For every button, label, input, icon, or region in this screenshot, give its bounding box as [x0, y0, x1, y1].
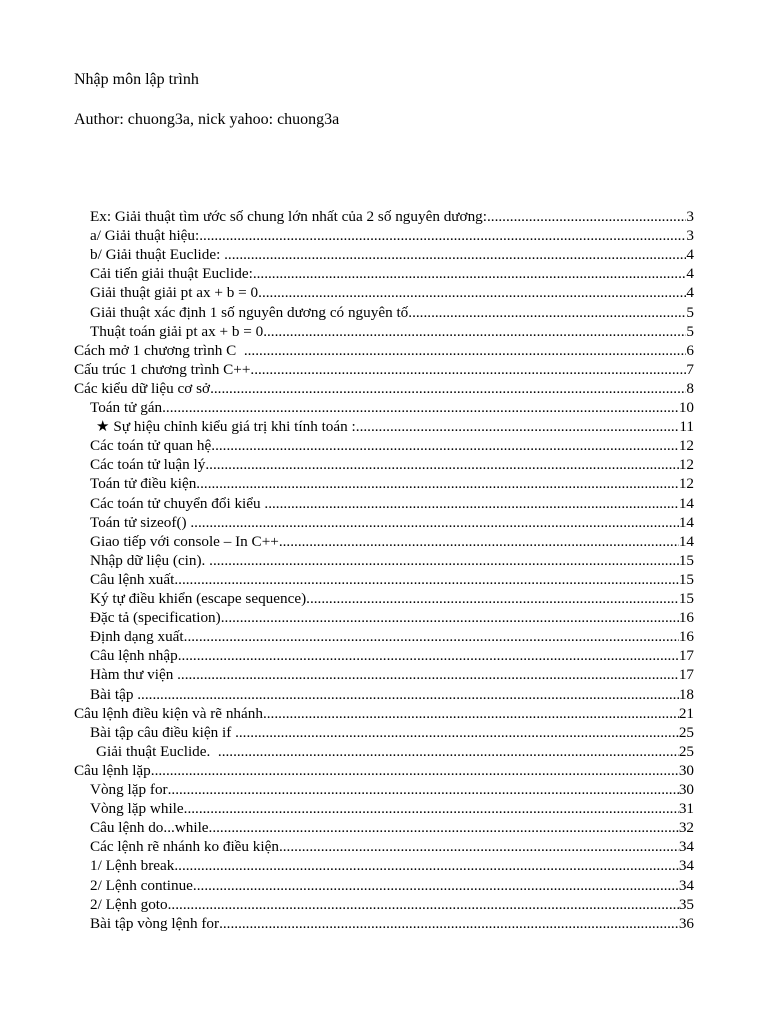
toc-dot-leader — [306, 589, 679, 609]
toc-entry[interactable] — [90, 303, 694, 323]
toc-dot-leader — [209, 818, 679, 838]
toc-entry-page-number: 12 — [678, 456, 694, 474]
document-title: Nhập môn lập trình — [74, 71, 199, 88]
toc-entry[interactable] — [90, 455, 694, 475]
toc-entry[interactable] — [96, 417, 694, 437]
toc-entry-page-number: 17 — [678, 666, 694, 684]
toc-entry[interactable] — [90, 494, 694, 514]
toc-entry-label: 2/ Lệnh continue — [90, 876, 193, 894]
toc-dot-leader — [151, 761, 679, 781]
toc-entry[interactable] — [74, 704, 694, 724]
toc-entry-page-number: 5 — [686, 303, 694, 321]
toc-entry[interactable] — [90, 589, 694, 609]
toc-entry[interactable] — [90, 608, 694, 628]
toc-entry[interactable] — [90, 914, 694, 934]
toc-dot-leader — [184, 627, 679, 647]
toc-entry[interactable] — [90, 837, 694, 857]
toc-entry[interactable] — [90, 799, 694, 819]
toc-entry[interactable] — [90, 723, 694, 743]
toc-dot-leader — [264, 494, 678, 514]
toc-entry-page-number: 35 — [678, 895, 694, 913]
toc-dot-leader — [196, 474, 679, 494]
toc-entry[interactable] — [90, 876, 694, 896]
toc-entry-page-number: 14 — [678, 532, 694, 550]
toc-entry-page-number: 21 — [678, 704, 694, 722]
toc-entry-label: ★ Sự hiệu chỉnh kiểu giá trị khi tính toán : — [96, 418, 356, 436]
toc-entry-page-number: 32 — [678, 819, 694, 837]
toc-entry-page-number: 7 — [686, 360, 694, 378]
toc-dot-leader — [174, 570, 678, 590]
toc-entry-page-number: 25 — [678, 723, 694, 741]
toc-dot-leader — [279, 532, 679, 552]
toc-entry[interactable] — [90, 322, 694, 342]
toc-entry-label: Ex: Giải thuật tìm ước số chung lớn nhất của 2 số nguyên dương: — [90, 208, 487, 225]
toc-dot-leader — [209, 551, 679, 571]
toc-dot-leader — [263, 704, 679, 724]
toc-entry-label: Các toán tử quan hệ — [90, 437, 212, 455]
toc-entry[interactable] — [90, 818, 694, 838]
toc-entry[interactable] — [90, 856, 694, 876]
toc-entry-label: Đặc tả (specification) — [90, 609, 221, 627]
toc-entry-page-number: 30 — [678, 761, 694, 779]
toc-entry-page-number: 4 — [686, 246, 694, 264]
toc-entry[interactable] — [90, 665, 694, 685]
toc-entry-label: Toán tử gán — [90, 399, 163, 416]
toc-entry-label: Các lệnh rẽ nhánh ko điều kiện — [90, 838, 279, 856]
toc-entry-page-number: 4 — [686, 284, 694, 302]
toc-entry[interactable] — [90, 474, 694, 494]
toc-entry[interactable] — [74, 379, 694, 399]
toc-entry[interactable] — [90, 646, 694, 666]
toc-entry-label: Vòng lặp while — [90, 800, 184, 818]
toc-entry[interactable] — [90, 895, 694, 915]
toc-dot-leader — [258, 283, 686, 303]
toc-entry-page-number: 15 — [678, 551, 694, 569]
toc-entry[interactable] — [90, 226, 694, 246]
toc-entry-label: Toán tử sizeof() — [90, 513, 191, 531]
toc-entry-page-number: 30 — [678, 781, 694, 798]
toc-dot-leader — [199, 226, 686, 246]
toc-dot-leader — [174, 856, 678, 876]
toc-entry-page-number: 17 — [678, 647, 694, 665]
toc-entry-page-number: 31 — [678, 800, 694, 818]
toc-entry-label: Ký tự điều khiển (escape sequence) — [90, 590, 307, 607]
toc-entry-label: a/ Giải thuật hiệu: — [90, 227, 200, 245]
toc-entry-label: Giải thuật xác định 1 số nguyên dương có nguyên tố — [90, 303, 409, 321]
toc-dot-leader — [253, 264, 687, 284]
toc-entry[interactable] — [90, 207, 694, 227]
toc-entry-page-number: 6 — [686, 341, 694, 359]
toc-entry[interactable] — [90, 627, 694, 647]
toc-entry-page-number: 3 — [686, 227, 694, 245]
toc-dot-leader — [279, 837, 679, 857]
toc-entry-label: Các toán tử chuyển đổi kiểu — [90, 494, 265, 512]
toc-entry-label: Cách mở 1 chương trình C — [74, 341, 244, 359]
toc-entry-page-number: 15 — [678, 570, 694, 588]
toc-entry[interactable] — [90, 532, 694, 552]
toc-entry-label: Câu lệnh lặp — [74, 761, 151, 779]
toc-dot-leader — [205, 455, 678, 475]
toc-entry[interactable] — [74, 360, 694, 380]
toc-entry[interactable] — [74, 341, 694, 361]
toc-entry-page-number: 36 — [678, 914, 694, 932]
toc-dot-leader — [235, 723, 679, 743]
toc-entry[interactable] — [90, 780, 694, 800]
toc-entry-label: Vòng lặp for — [90, 781, 168, 798]
toc-entry-label: Toán tử điều kiện — [90, 475, 197, 493]
toc-entry-page-number: 15 — [678, 590, 694, 607]
toc-entry-label: Giao tiếp với console – In C++ — [90, 532, 279, 550]
toc-entry[interactable] — [90, 283, 694, 303]
toc-dot-leader — [137, 685, 679, 705]
toc-dot-leader — [250, 360, 686, 380]
toc-entry-label: Các toán tử luận lý — [90, 456, 206, 474]
toc-entry[interactable] — [90, 398, 694, 418]
toc-entry-page-number: 4 — [686, 265, 694, 283]
toc-entry[interactable] — [90, 245, 694, 265]
toc-entry-page-number: 8 — [686, 379, 694, 397]
toc-entry[interactable] — [90, 570, 694, 590]
toc-dot-leader — [193, 876, 679, 896]
toc-entry[interactable] — [90, 551, 694, 571]
toc-entry-label: Nhập dữ liệu (cin). — [90, 551, 210, 569]
toc-dot-leader — [218, 742, 679, 762]
toc-entry-page-number: 16 — [678, 609, 694, 627]
toc-entry-page-number: 3 — [686, 208, 694, 225]
toc-entry-label: Giải thuật giải pt ax + b = 0 — [90, 284, 259, 302]
toc-entry[interactable] — [90, 513, 694, 533]
toc-entry-page-number: 34 — [678, 838, 694, 856]
toc-entry-page-number: 18 — [678, 685, 694, 703]
toc-entry-label: Câu lệnh do...while — [90, 819, 209, 837]
toc-entry-label: Bài tập câu điều kiện if — [90, 723, 236, 741]
toc-entry-page-number: 12 — [678, 475, 694, 493]
toc-entry[interactable] — [90, 685, 694, 705]
toc-entry[interactable] — [74, 761, 694, 781]
toc-entry-label: Bài tập — [90, 685, 138, 703]
toc-entry-label: 1/ Lệnh break — [90, 857, 175, 875]
toc-dot-leader — [408, 303, 686, 323]
toc-entry-label: 2/ Lệnh goto — [90, 895, 168, 913]
toc-entry[interactable] — [90, 264, 694, 284]
toc-entry[interactable] — [90, 436, 694, 456]
document-author: Author: chuong3a, nick yahoo: chuong3a — [74, 111, 340, 128]
toc-dot-leader — [356, 417, 680, 437]
toc-entry-page-number: 12 — [678, 437, 694, 455]
toc-entry-label: b/ Giải thuật Euclide: — [90, 246, 225, 264]
toc-entry-page-number: 25 — [678, 742, 694, 760]
toc-dot-leader — [221, 608, 679, 628]
toc-entry-label: Định dạng xuất — [90, 628, 184, 646]
toc-entry-page-number: 34 — [678, 876, 694, 894]
toc-dot-leader — [224, 245, 686, 265]
toc-dot-leader — [168, 780, 679, 800]
toc-entry-label: Thuật toán giải pt ax + b = 0 — [90, 322, 264, 340]
toc-entry-label: Câu lệnh xuất — [90, 570, 175, 588]
toc-entry-page-number: 14 — [678, 513, 694, 531]
toc-dot-leader — [487, 207, 686, 227]
toc-entry[interactable] — [96, 742, 694, 762]
toc-entry-page-number: 11 — [679, 418, 694, 436]
toc-entry-label: Cải tiến giải thuật Euclide: — [90, 265, 253, 283]
toc-dot-leader — [244, 341, 687, 361]
toc-entry-page-number: 10 — [678, 399, 694, 416]
toc-entry-label: Các kiểu dữ liệu cơ sở — [74, 379, 211, 397]
toc-dot-leader — [177, 665, 679, 685]
toc-dot-leader — [178, 646, 679, 666]
toc-dot-leader — [184, 799, 679, 819]
toc-dot-leader — [168, 895, 679, 915]
toc-entry-label: Hàm thư viện — [90, 666, 178, 684]
toc-entry-page-number: 14 — [678, 494, 694, 512]
toc-dot-leader — [263, 322, 686, 342]
toc-entry-label: Bài tập vòng lệnh for — [90, 914, 220, 932]
toc-dot-leader — [190, 513, 678, 533]
toc-dot-leader — [219, 914, 679, 934]
toc-entry-label: Giải thuật Euclide. — [96, 742, 218, 760]
toc-dot-leader — [210, 379, 686, 399]
toc-entry-page-number: 5 — [686, 322, 694, 340]
toc-entry-label: Cấu trúc 1 chương trình C++ — [74, 360, 251, 378]
toc-dot-leader — [162, 398, 679, 418]
toc-entry-page-number: 16 — [678, 628, 694, 646]
toc-entry-label: Câu lệnh nhập — [90, 647, 178, 665]
toc-dot-leader — [211, 436, 679, 456]
toc-entry-page-number: 34 — [678, 857, 694, 875]
toc-entry-label: Câu lệnh điều kiện và rẽ nhánh — [74, 704, 263, 722]
